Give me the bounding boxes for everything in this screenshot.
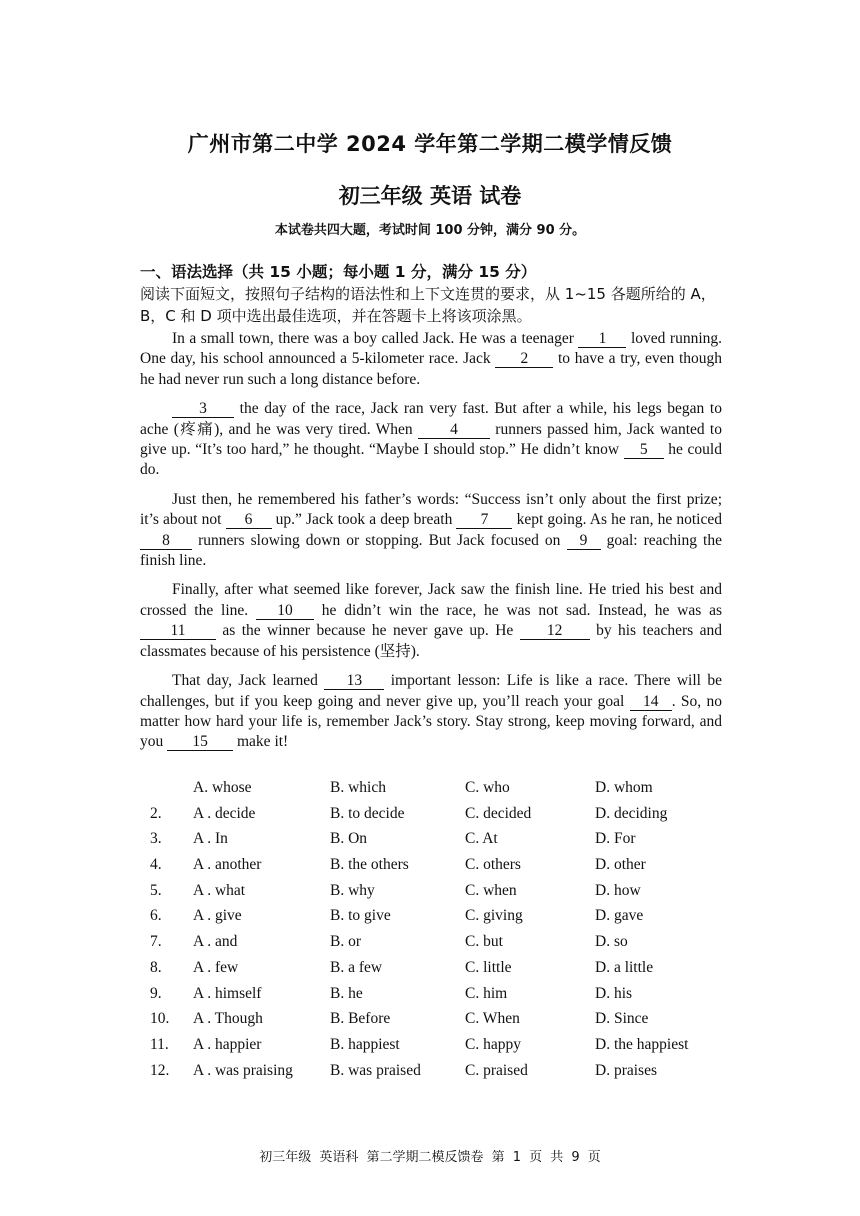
passage-text: In a small town, there was a boy called Jack. He was a teenager <box>172 330 579 347</box>
blank-5: 5 <box>624 442 664 459</box>
option-row <box>150 1010 730 1036</box>
blank-13: 13 <box>324 673 384 690</box>
option-b: B. Before <box>330 1010 391 1028</box>
section-instructions: 阅读下面短文，按照句子结构的语法性和上下文连贯的要求，从 1~15 各题所给的 A，B，C 和 D 项中选出最佳选项，并在答题卡上将该项涂黑。 <box>140 285 716 325</box>
passage-text: he could do. <box>140 441 722 479</box>
option-d: D. gave <box>595 907 644 925</box>
passage-text: runners passed him, Jack wanted to give up. “It’s too hard,” he thought. “Maybe I should stop.” He didn’t know <box>140 420 722 459</box>
option-row <box>150 907 730 933</box>
option-b: B. to give <box>330 907 391 925</box>
passage-text: by his teachers and classmates because of his persistence (坚持). <box>140 622 722 660</box>
option-b: B. he <box>330 984 363 1002</box>
blank-8: 8 <box>140 533 192 550</box>
question-number: 12. <box>150 1061 170 1079</box>
blank-14: 14 <box>630 694 672 711</box>
question-number: 2. <box>150 804 162 822</box>
blank-6: 6 <box>226 512 272 529</box>
option-a: A. whose <box>193 779 252 796</box>
option-row <box>150 856 730 882</box>
blank-2: 2 <box>495 351 553 368</box>
option-b: B. or <box>330 933 361 951</box>
section-heading: 一、语法选择（共 15 小题；每小题 1 分，满分 15 分） <box>140 263 537 281</box>
blank-3: 3 <box>172 401 234 418</box>
passage-paragraph-2 <box>140 399 722 481</box>
option-b: B. why <box>330 881 375 899</box>
option-c: C. giving <box>465 907 523 925</box>
option-row <box>150 805 730 831</box>
option-b: B. On <box>330 830 368 848</box>
question-number: 7. <box>150 933 162 951</box>
answer-options <box>150 779 730 1087</box>
question-number: 10. <box>150 1010 170 1028</box>
option-d: D. praises <box>595 1061 657 1079</box>
question-number: 6. <box>150 907 162 925</box>
option-d: D. whom <box>595 779 653 796</box>
blank-10: 10 <box>256 603 314 620</box>
option-d: D. so <box>595 933 628 951</box>
passage-text: That day, Jack learned <box>172 672 325 690</box>
question-number: 3. <box>150 830 162 848</box>
option-c: C. decided <box>465 804 532 822</box>
blank-9: 9 <box>567 533 601 550</box>
option-a: A . was praising <box>193 1061 293 1079</box>
passage-text: kept going. As he ran, he noticed <box>512 511 722 529</box>
option-b: B. the others <box>330 856 409 874</box>
passage-text: as the winner because he never gave up. He <box>216 622 520 640</box>
option-a: A . Though <box>193 1010 263 1028</box>
option-b: B. a few <box>330 958 383 976</box>
question-number: 9. <box>150 984 162 1002</box>
option-a: A . another <box>193 856 262 874</box>
option-a: A . what <box>193 881 246 899</box>
page-footer: 初三年级 英语科 第二学期二模反馈卷 第 1 页 共 9 页 <box>259 1150 601 1165</box>
exam-info: 本试卷共四大题，考试时间 100 分钟，满分 90 分。 <box>274 223 586 238</box>
passage-text: Just then, he remembered his father’s words: “Success isn’t only about the first prize; it’s about not <box>140 490 722 529</box>
blank-4: 4 <box>418 422 490 439</box>
option-b: B. was praised <box>330 1061 421 1079</box>
option-row <box>150 1062 730 1088</box>
passage-paragraph-5 <box>140 671 722 753</box>
option-c: C. but <box>465 933 503 951</box>
option-row <box>150 882 730 908</box>
passage-text: loved running. One day, his school announced a 5-kilometer race. Jack <box>140 330 723 368</box>
option-d: D. the happiest <box>595 1035 689 1053</box>
option-a: A . himself <box>193 984 262 1002</box>
blank-15: 15 <box>167 734 233 751</box>
option-b: B. which <box>330 779 386 796</box>
option-c: C. At <box>465 830 498 848</box>
option-c: C. who <box>465 779 510 796</box>
option-row <box>150 959 730 985</box>
passage-text: he didn’t win the race, he was not sad. Instead, he was as <box>313 601 722 619</box>
option-d: D. other <box>595 856 646 874</box>
option-b: B. happiest <box>330 1035 400 1053</box>
option-b: B. to decide <box>330 804 405 822</box>
passage-text: to have a try, even though he had never run such a long distance before. <box>140 350 722 388</box>
option-d: D. For <box>595 830 636 848</box>
passage-paragraph-1 <box>140 329 722 390</box>
option-d: D. Since <box>595 1010 649 1028</box>
question-number: 11. <box>150 1035 169 1053</box>
option-c: C. him <box>465 984 508 1002</box>
option-a: A . In <box>193 830 228 848</box>
passage-text: the day of the race, Jack ran very fast. But after a while, his legs began to ache (疼痛), and he was very tired. When <box>140 400 722 438</box>
option-row <box>150 985 730 1011</box>
option-c: C. happy <box>465 1035 521 1053</box>
option-c: C. little <box>465 958 512 976</box>
page-subtitle: 初三年级 英语 试卷 <box>338 184 522 208</box>
option-c: C. when <box>465 881 517 899</box>
option-row <box>150 830 730 856</box>
question-number: 8. <box>150 958 162 976</box>
passage-text: important lesson: Life is like a race. There will be challenges, but if you keep going and never give up, you’ll reach your goal <box>140 672 722 710</box>
passage-text: make it! <box>233 733 289 751</box>
passage-text: goal: reaching the finish line. <box>140 531 722 570</box>
option-c: C. When <box>465 1010 520 1028</box>
option-row <box>150 933 730 959</box>
option-a: A . and <box>193 933 238 951</box>
passage-text: Finally, after what seemed like forever, Jack saw the finish line. He tried his best and crossed the line. <box>140 581 722 619</box>
passage-paragraph-3 <box>140 490 722 572</box>
question-number: 5. <box>150 881 162 899</box>
option-row <box>150 1036 730 1062</box>
option-c: C. praised <box>465 1061 528 1079</box>
option-a: A . happier <box>193 1035 262 1053</box>
cloze-passage <box>140 329 722 762</box>
option-a: A . give <box>193 907 242 925</box>
option-d: D. his <box>595 984 633 1002</box>
option-a: A . few <box>193 958 239 976</box>
blank-12: 12 <box>520 623 590 640</box>
blank-11: 11 <box>140 623 216 640</box>
passage-text: runners slowing down or stopping. But Jack focused on <box>192 531 567 549</box>
passage-paragraph-4 <box>140 580 722 662</box>
option-a: A . decide <box>193 804 256 822</box>
option-d: D. deciding <box>595 804 668 822</box>
option-c: C. others <box>465 856 521 874</box>
page-title: 广州市第二中学 2024 学年第二学期二模学情反馈 <box>187 132 673 156</box>
blank-1: 1 <box>578 331 626 348</box>
option-d: D. how <box>595 881 641 899</box>
option-row <box>150 779 730 805</box>
passage-text: up.” Jack took a deep breath <box>271 511 457 529</box>
option-d: D. a little <box>595 958 654 976</box>
blank-7: 7 <box>456 512 512 529</box>
passage-text: . So, no matter how hard your life is, remember Jack’s story. Stay strong, keep moving forward, and you <box>140 692 722 751</box>
question-number: 4. <box>150 856 162 874</box>
